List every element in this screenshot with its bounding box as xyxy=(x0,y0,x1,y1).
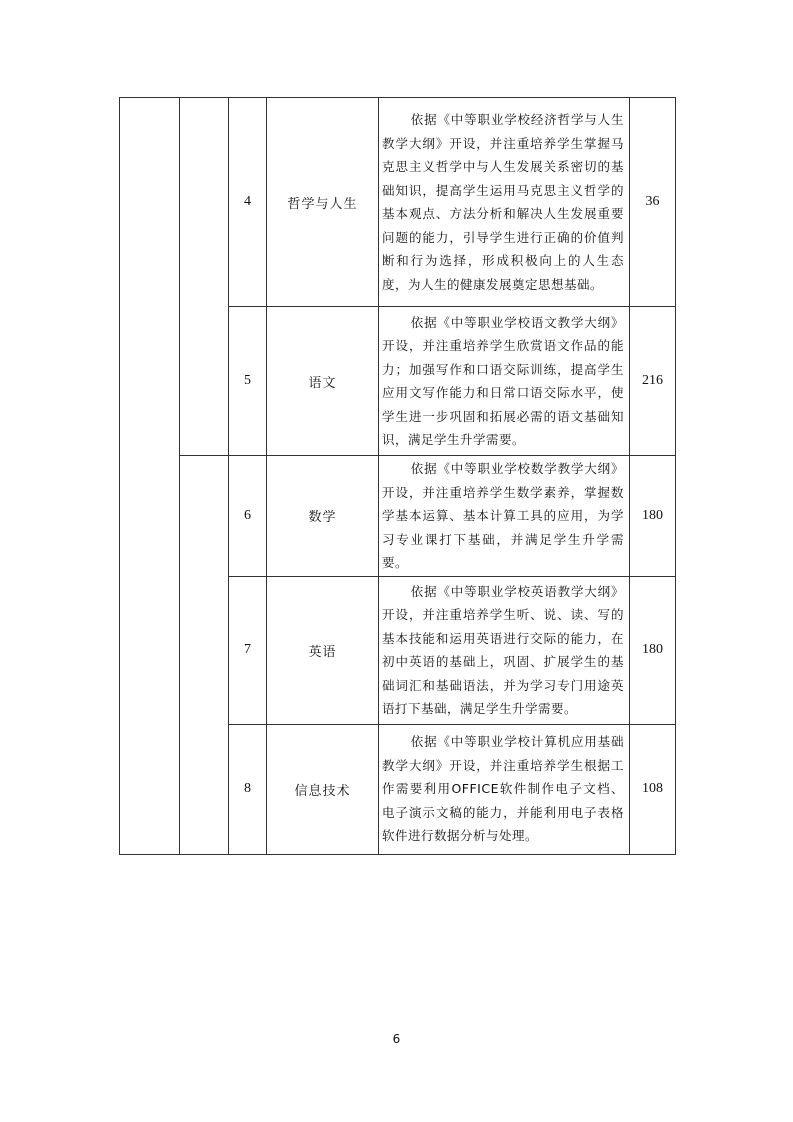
course-name: 信息技术 xyxy=(267,724,379,854)
course-hours: 180 xyxy=(630,456,676,577)
course-number: 7 xyxy=(229,576,267,724)
course-number: 8 xyxy=(229,724,267,854)
course-number: 5 xyxy=(229,307,267,456)
subcategory-cell xyxy=(180,456,229,855)
course-hours: 108 xyxy=(630,724,676,854)
table-row xyxy=(120,456,676,577)
course-description xyxy=(379,724,630,854)
course-number: 6 xyxy=(229,456,267,577)
course-table xyxy=(119,97,676,855)
page-number: 6 xyxy=(392,1032,401,1046)
course-name: 语文 xyxy=(267,307,379,456)
course-description-text: 依据《中等职业学校经济哲学与人生教学大纲》开设，并注重培养学生掌握马克思主义哲学中与人生发展关系密切的基础知识，提高学生运用马克思主义哲学的基本观点、方法分析和解决人生发展重要问题的能力，引导学生进行正确的价值判断和行为选择，形成积极向上的人生态度，为人生的健康发展奠定思想基础。 xyxy=(382,112,624,292)
course-description-text: 依据《中等职业学校计算机应用基础教学大纲》开设，并注重培养学生根据工作需要利用OFFICE软件制作电子文档、电子演示文稿的能力，并能利用电子表格软件进行数据分析与处理。 xyxy=(382,734,624,844)
course-name: 英语 xyxy=(267,576,379,724)
course-number: 4 xyxy=(229,98,267,307)
course-description xyxy=(379,576,630,724)
course-description xyxy=(379,98,630,307)
course-name: 数学 xyxy=(267,456,379,577)
table-row xyxy=(120,98,676,307)
category-cell xyxy=(120,98,180,855)
course-hours: 36 xyxy=(630,98,676,307)
course-description xyxy=(379,307,630,456)
course-hours: 216 xyxy=(630,307,676,456)
course-description-text: 依据《中等职业学校英语教学大纲》开设，并注重培养学生听、说、读、写的基本技能和运用英语进行交际的能力，在初中英语的基础上，巩固、扩展学生的基础词汇和基础语法，并为学习专门用途英语打下基础，满足学生升学需要。 xyxy=(382,583,624,716)
course-description-text: 依据《中等职业学校语文教学大纲》开设，并注重培养学生欣赏语文作品的能力；加强写作和口语交际训练，提高学生应用文写作能力和日常口语交际水平，使学生进一步巩固和拓展必需的语文基础知识，满足学生升学需要。 xyxy=(382,314,624,447)
course-name: 哲学与人生 xyxy=(267,98,379,307)
course-description-text: 依据《中等职业学校数学教学大纲》开设，并注重培养学生数学素养，掌握数学基本运算、基本计算工具的应用，为学习专业课打下基础，并满足学生升学需要。 xyxy=(382,461,624,570)
subcategory-cell xyxy=(180,98,229,456)
course-description xyxy=(379,456,630,577)
course-hours: 180 xyxy=(630,576,676,724)
